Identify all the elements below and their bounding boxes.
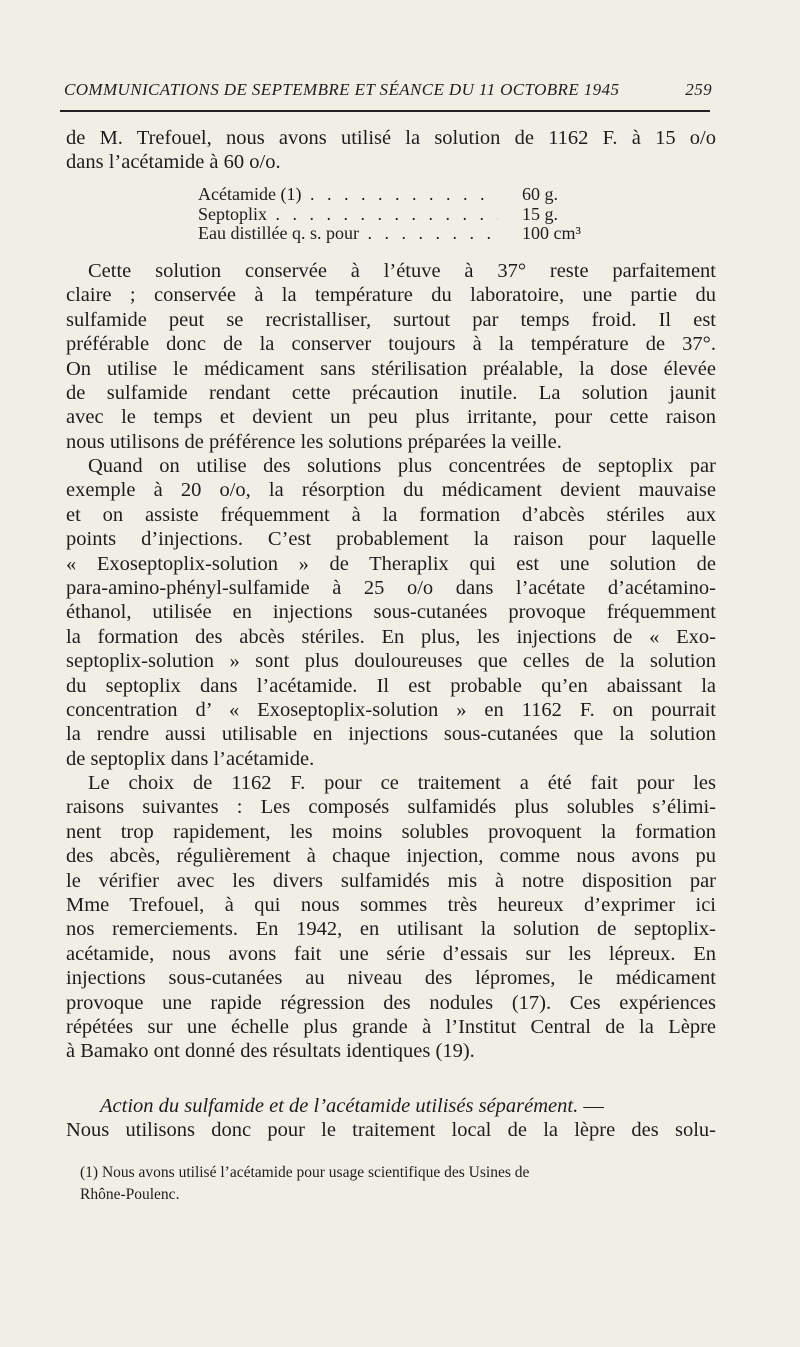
text-line: Le choix de 1162 F. pour ce traitement a été fait pour les (88, 772, 716, 794)
text-line: nos remerciements. En 1942, en utilisant la solution de septoplix- (66, 918, 716, 941)
running-title: COMMUNICATIONS DE SEPTEMBRE ET SÉANCE DU 11 OCTOBRE 1945 (64, 80, 620, 99)
text-line: sulfamide peut se recristalliser, surtout par temps froid. Il est (66, 308, 716, 331)
text-line: de sulfamide rendant cette précaution inutile. La solution jaunit (66, 381, 716, 404)
text-line: la rendre aussi utilisable en injections sous-cutanées que la solution (66, 723, 716, 746)
text-line: « Exoseptoplix-solution » de Theraplix qui est une solution de (66, 552, 716, 575)
text-line: des abcès, régulièrement à chaque injection, comme nous avons pu (66, 845, 716, 868)
text-line: para-amino-phényl-sulfamide à 25 o/o dans l’acétate d’acétamino- (66, 576, 716, 599)
paragraph-2 (66, 454, 716, 771)
recipe-row (198, 205, 618, 225)
text-line: de septoplix dans l’acétamide. (66, 747, 315, 770)
text-line: de M. Trefouel, nous avons utilisé la solution de 1162 F. à 15 o/o (66, 127, 716, 149)
text-line: et on assiste fréquemment à la formation d’abcès stériles aux (66, 503, 716, 526)
paragraph-1 (66, 259, 716, 454)
text-line: raisons suivantes : Les composés sulfamidés plus solubles s’élimi- (66, 796, 716, 819)
recipe-ingredient: Acétamide (1) . . . (198, 185, 498, 205)
text-line: Quand on utilise des solutions plus concentrées de septoplix par (88, 455, 716, 477)
header-rule (60, 110, 710, 112)
text-line: nent trop rapidement, les moins solubles provoquent la formation (66, 820, 716, 843)
text-line: Mme Trefouel, à qui nous sommes très heureux d’exprimer ici (66, 893, 716, 916)
text-line: préférable donc de la conserver toujours à la température de 37°. (66, 333, 716, 356)
section-heading (100, 1094, 716, 1118)
text-line: concentration d’ « Exoseptoplix-solution » en 1162 F. on pourrait (66, 698, 716, 721)
text-line: à Bamako ont donné des résultats identiques (19). (66, 1040, 475, 1063)
footnote-line: Rhône-Poulenc. (80, 1186, 180, 1203)
text-line: Nous utilisons donc pour le traitement local de la lèpre des solu- (66, 1119, 716, 1141)
footnote (80, 1162, 720, 1206)
text-line: claire ; conservée à la température du laboratoire, une partie du (66, 284, 716, 307)
intro-text (66, 126, 716, 175)
recipe-table (198, 185, 618, 244)
text-line: la formation des abcès stériles. En plus, les injections de « Exo- (66, 625, 716, 648)
recipe-quantity: 60 g. (522, 184, 558, 204)
footnote-line: (1) Nous avons utilisé l’acétamide pour usage scientifique des Usines de (80, 1164, 530, 1181)
text-line: Cette solution conservée à l’étuve à 37° reste parfaitement (88, 260, 716, 282)
page-number: 259 (685, 80, 712, 99)
recipe-ingredient: Septoplix . . . (198, 205, 498, 225)
recipe-row (198, 185, 618, 205)
running-header (64, 80, 712, 100)
recipe-row (198, 224, 618, 244)
section-continuation (66, 1118, 716, 1142)
text-line: provoque une rapide régression des nodules (17). Ces expériences (66, 991, 716, 1014)
section-title: Action du sulfamide et de l’acétamide utilisés séparément. (100, 1095, 579, 1117)
text-line: On utilise le médicament sans stérilisation préalable, la dose élevée (66, 357, 716, 380)
text-line: du septoplix dans l’acétamide. Il est probable qu’en abaissant la (66, 674, 716, 697)
text-line: avec le temps et devient un peu plus irritante, pour cette raison (66, 406, 716, 429)
text-line: éthanol, utilisée en injections sous-cutanées provoque fréquemment (66, 601, 716, 624)
section-dash: — (578, 1095, 604, 1117)
text-line: nous utilisons de préférence les solutions préparées la veille. (66, 430, 562, 453)
text-line: acétamide, nous avons fait une série d’essais sur les lépreux. En (66, 942, 716, 965)
text-line: exemple à 20 o/o, la résorption du médicament devient mauvaise (66, 479, 716, 502)
text-line: septoplix-solution » sont plus douloureuses que celles de la solution (66, 650, 716, 673)
recipe-quantity: 100 cm³ (522, 223, 581, 243)
text-line: le vérifier avec les divers sulfamidés mis à notre disposition par (66, 869, 716, 892)
recipe-ingredient: Eau distillée q. s. pour . . . (198, 224, 498, 244)
text-line: injections sous-cutanées au niveau des lépromes, le médicament (66, 967, 716, 990)
text-line: dans l’acétamide à 60 o/o. (66, 151, 281, 174)
text-line: répétées sur une échelle plus grande à l’Institut Central de la Lèpre (66, 1015, 716, 1038)
text-line: points d’injections. C’est probablement la raison pour laquelle (66, 528, 716, 551)
recipe-quantity: 15 g. (522, 203, 558, 224)
paragraph-3 (66, 771, 716, 1064)
